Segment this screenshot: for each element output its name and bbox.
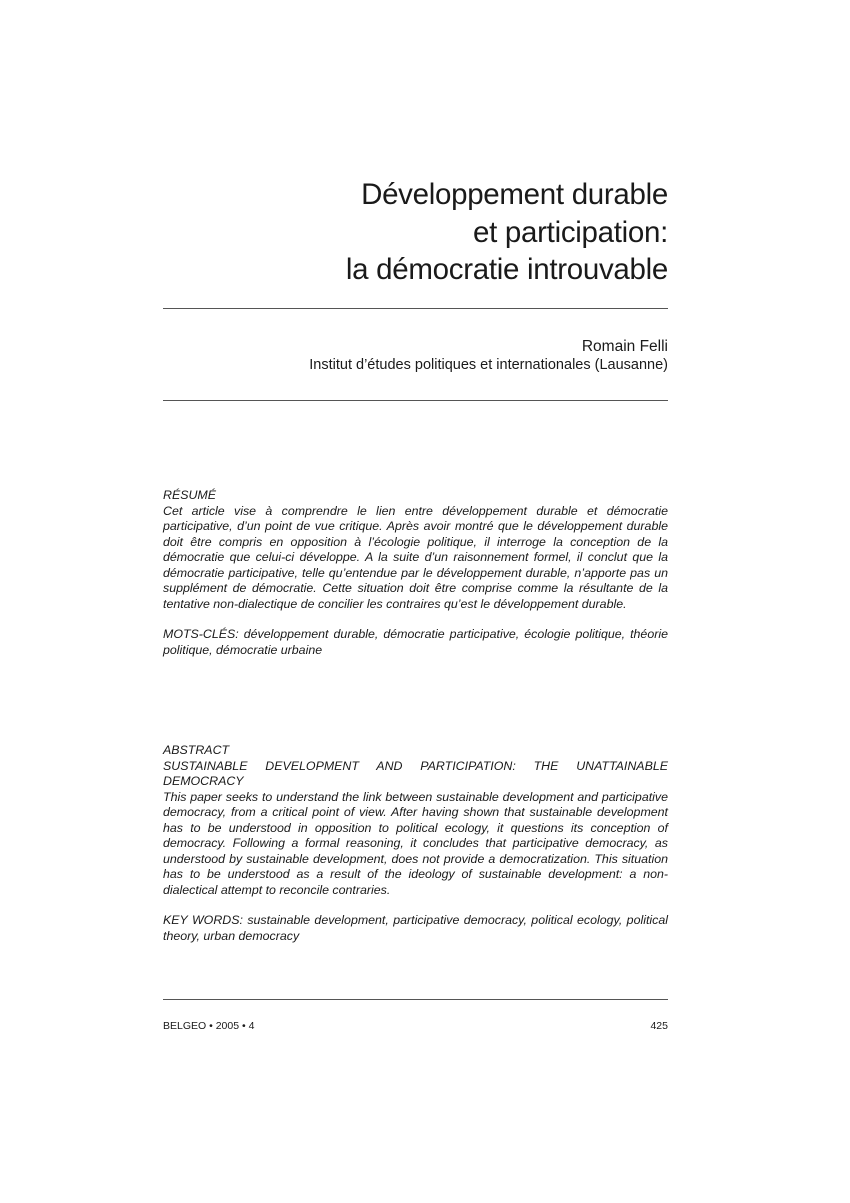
title-line-3: la démocratie introuvable <box>345 253 668 286</box>
author-name: Romain Felli <box>581 338 668 355</box>
resume-section <box>163 488 668 658</box>
resume-body: Cet article vise à comprendre le lien entre développement durable et démocratie participative, d’un point de vue critique. Après avoir montré que le développement durable doit être compris en opposition à l’écologie politique, il interroge la conception de la démocratie que celui-ci développe. A la suite d’un raisonnement formel, il conclut que la démocratie participative, telle qu’entendue par le développement durable, n’apporte pas un supplément de démocratie. Cette situation doit être comprise comme la résultante de la tentative non-dialectique de concilier les contraires qu’est le développement durable. <box>163 503 668 611</box>
title-line-2: et participation: <box>473 215 668 249</box>
article-title <box>163 176 668 289</box>
author-divider <box>163 400 668 401</box>
page-footer <box>163 1020 668 1033</box>
page-number: 425 <box>650 1020 668 1032</box>
abstract-heading: ABSTRACT <box>163 743 230 757</box>
footer-divider <box>163 999 668 1000</box>
abstract-keywords: KEY WORDS: sustainable development, participative democracy, political ecology, political theory, urban democracy <box>163 913 668 943</box>
title-divider <box>163 308 668 309</box>
abstract-body: This paper seeks to understand the link between sustainable development and participative democracy, from a critical point of view. After having shown that sustainable development has to be understood in opposition to political ecology, it questions its conception of democracy. Following a formal reasoning, it concludes that participative democracy, as understood by sustainable development, does not provide a democratization. This situation has to be understood as a result of the ideology of sustainable development: a non-dialectical attempt to reconcile contraries. <box>163 789 668 897</box>
resume-heading: RÉSUMÉ <box>163 488 217 502</box>
author-block <box>163 337 668 375</box>
abstract-subtitle: SUSTAINABLE DEVELOPMENT AND PARTICIPATION: THE UNATTAINABLE DEMOCRACY <box>163 758 668 788</box>
abstract-section <box>163 743 668 944</box>
title-line-1: Développement durable <box>361 178 668 211</box>
journal-reference: BELGEO • 2005 • 4 <box>163 1020 255 1032</box>
author-affiliation: Institut d’études politiques et internationales (Lausanne) <box>309 357 668 373</box>
resume-keywords: MOTS-CLÉS: développement durable, démocratie participative, écologie politique, théorie politique, démocratie urbaine <box>163 627 668 657</box>
